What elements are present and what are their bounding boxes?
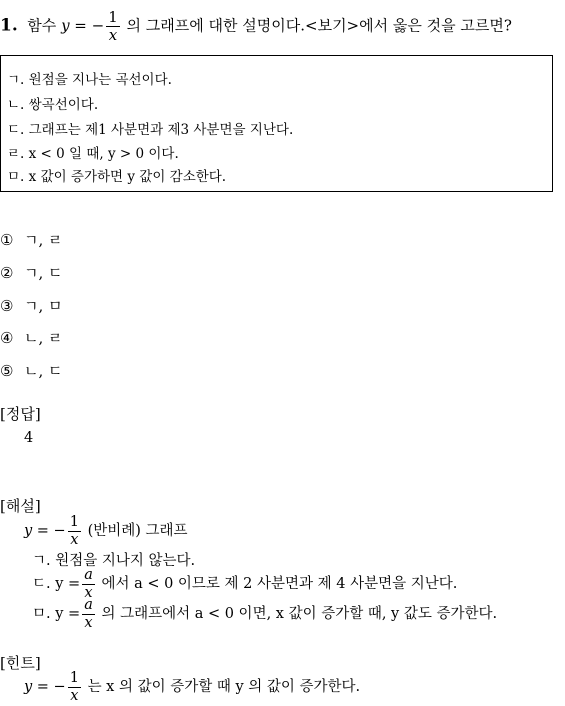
choice-3-mark: ③ [0, 297, 14, 315]
choice-3[interactable] [0, 295, 63, 316]
choice-1-text: ㄱ, ㄹ [24, 231, 63, 249]
explanation-line1-num: 1 [69, 514, 79, 530]
explanation-line1-den: x [70, 531, 79, 548]
choice-5-text: ㄴ, ㄷ [24, 362, 63, 380]
bogi-box [0, 55, 553, 192]
choice-4-mark: ④ [0, 329, 14, 347]
hint-heading: [힌트] [0, 654, 41, 672]
explanation-line1-lhs: y = − [24, 523, 66, 539]
hint-line [24, 671, 360, 703]
question-fraction [106, 10, 120, 43]
explanation-line3-fraction [82, 568, 95, 600]
explanation-line1-rest: (반비례) 그래프 [87, 523, 188, 539]
bogi-item-3: ㄷ. 그래프는 제1 사분면과 제3 사분면을 지난다. [7, 122, 294, 138]
explanation-line-4 [32, 598, 497, 630]
hint-rest: 는 x 의 값이 증가할 때 y 의 값이 증가한다. [87, 679, 361, 695]
explanation-line-2: ㄱ. 원점을 지나지 않는다. [32, 553, 196, 569]
question-frac-den: x [108, 26, 118, 44]
explanation-line4-den: x [84, 614, 93, 631]
explanation-line-1 [24, 515, 188, 547]
explanation-line4-num: a [84, 597, 93, 613]
explanation-line4-fraction [82, 598, 95, 630]
explanation-line4-prefix: ㅁ. y = [32, 606, 81, 622]
explanation-line4-rest: 의 그래프에서 a < 0 이면, x 값이 증가할 때, y 값도 증가한다. [101, 606, 498, 622]
hint-lhs: y = − [24, 679, 66, 695]
choice-5[interactable] [0, 360, 63, 381]
choice-4[interactable] [0, 327, 63, 348]
explanation-line3-den: x [84, 584, 93, 601]
question-number: 1. [0, 15, 18, 36]
question-prefix: 함수 [27, 16, 57, 35]
bogi-item-4: ㄹ. x < 0 일 때, y > 0 이다. [7, 146, 179, 162]
bogi-item-2: ㄴ. 쌍곡선이다. [7, 97, 99, 113]
question-frac-num: 1 [108, 8, 118, 26]
hint-num: 1 [69, 670, 79, 686]
explanation-line-3 [32, 568, 457, 600]
choice-5-mark: ⑤ [0, 362, 14, 380]
choice-2-mark: ② [0, 264, 14, 282]
choice-2[interactable] [0, 262, 63, 283]
choice-1[interactable] [0, 229, 63, 250]
explanation-line3-num: a [84, 567, 93, 583]
hint-fraction [68, 671, 81, 703]
explanation-heading: [해설] [0, 497, 41, 515]
question-suffix: 의 그래프에 대한 설명이다.<보기>에서 옳은 것을 고르면? [126, 16, 512, 35]
choice-3-text: ㄱ, ㅁ [24, 297, 63, 315]
question-line [0, 10, 512, 43]
explanation-line3-prefix: ㄷ. y = [32, 576, 81, 592]
bogi-item-5: ㅁ. x 값이 증가하면 y 값이 감소한다. [7, 169, 227, 185]
choice-1-mark: ① [0, 231, 14, 249]
explanation-line3-rest: 에서 a < 0 이므로 제 2 사분면과 제 4 사분면을 지난다. [101, 576, 458, 592]
choice-4-text: ㄴ, ㄹ [24, 329, 63, 347]
hint-den: x [70, 687, 79, 704]
bogi-item-1: ㄱ. 원점을 지나는 곡선이다. [7, 72, 172, 88]
answer-value: 4 [24, 430, 34, 446]
explanation-line1-fraction [68, 515, 81, 547]
answer-heading: [정답] [0, 405, 41, 423]
choice-2-text: ㄱ, ㄷ [24, 264, 63, 282]
question-equation-lhs: y = − [61, 16, 105, 35]
